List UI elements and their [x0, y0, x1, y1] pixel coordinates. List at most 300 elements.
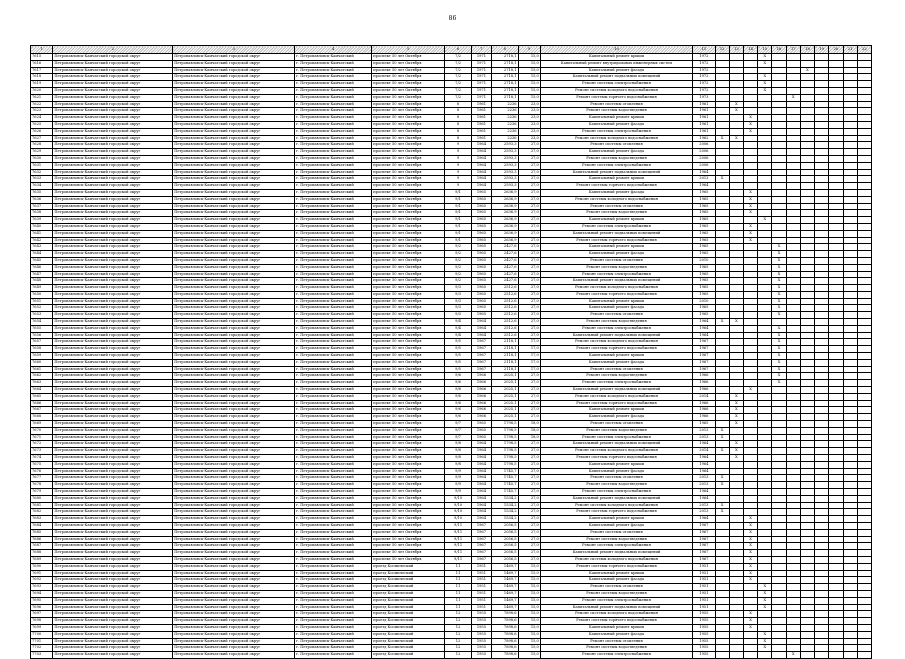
- empty-cell: [829, 516, 843, 523]
- empty-cell: [772, 230, 786, 237]
- district-cell: Петропавловск-Камчатский городской округ: [173, 203, 295, 210]
- street-cell: проспект 50 лет Октября: [372, 128, 445, 135]
- empty-cell: [829, 468, 843, 475]
- work-type-cell: Капитальный ремонт крыши: [540, 407, 692, 414]
- district-cell: Петропавловск-Камчатский городской округ: [173, 611, 295, 618]
- empty-cell: [772, 414, 786, 421]
- district-cell: Петропавловск-Камчатский городской округ: [173, 434, 295, 441]
- work-type-cell: Капитальный ремонт крыши: [540, 516, 692, 523]
- work-type-cell: Капитальный ремонт фасада: [540, 468, 692, 475]
- table-body: [31, 54, 872, 659]
- house-cell: 9/3: [445, 305, 471, 312]
- table-row: [31, 128, 872, 135]
- empty-cell: [743, 162, 757, 169]
- mark-cell: X: [772, 353, 786, 360]
- year-cell: 1965: [471, 278, 491, 285]
- empty-cell: [786, 251, 800, 258]
- area-cell: 2636,9: [492, 223, 518, 230]
- floors-cell: 23,0: [518, 115, 540, 122]
- floors-cell: 15,0: [518, 81, 540, 88]
- year-cell: 1951: [471, 590, 491, 597]
- empty-cell: [829, 502, 843, 509]
- district-cell: Петропавловск-Камчатский городской округ: [53, 217, 173, 224]
- empty-cell: [772, 455, 786, 462]
- district-cell: Петропавловск-Камчатский городской округ: [173, 298, 295, 305]
- year-cell: 1955: [471, 611, 491, 618]
- empty-cell: [729, 461, 743, 468]
- empty-cell: [843, 631, 857, 638]
- district-cell: Петропавловск-Камчатский городской округ: [53, 543, 173, 550]
- house-cell: 9/4: [445, 319, 471, 326]
- city-cell: г. Петропавловск-Камчатский: [295, 407, 372, 414]
- district-cell: Петропавловск-Камчатский городской округ: [173, 251, 295, 258]
- empty-cell: [800, 550, 814, 557]
- empty-cell: [786, 522, 800, 529]
- empty-cell: [786, 121, 800, 128]
- empty-cell: [729, 516, 743, 523]
- work-type-cell: Ремонт системы горячего водоснабжения: [540, 346, 692, 353]
- house-cell: 9/2: [445, 278, 471, 285]
- house-cell: 9/5: [445, 353, 471, 360]
- mark-cell: X: [743, 196, 757, 203]
- street-cell: проспект 50 лет Октября: [372, 482, 445, 489]
- empty-cell: [843, 312, 857, 319]
- mark-cell: X: [800, 67, 814, 74]
- row-number-cell: 7675: [31, 461, 53, 468]
- table-row: [31, 468, 872, 475]
- area-cell: 2593,3: [492, 142, 518, 149]
- mark-cell: X: [772, 305, 786, 312]
- house-cell: 9/10: [445, 502, 471, 509]
- work-type-cell: Ремонт системы холодного водоснабжения: [540, 196, 692, 203]
- empty-cell: [743, 285, 757, 292]
- empty-cell: [715, 121, 729, 128]
- empty-cell: [800, 81, 814, 88]
- empty-cell: [800, 244, 814, 251]
- empty-cell: [843, 563, 857, 570]
- period-cell: 1951: [693, 604, 715, 611]
- row-number-cell: 7646: [31, 264, 53, 271]
- empty-cell: [843, 149, 857, 156]
- empty-cell: [772, 536, 786, 543]
- floors-cell: 27,0: [518, 482, 540, 489]
- floors-cell: 17,0: [518, 346, 540, 353]
- floors-cell: 17,0: [518, 353, 540, 360]
- work-type-cell: Капитальный ремонт подвальных помещений: [540, 441, 692, 448]
- table-row: [31, 475, 872, 482]
- work-type-cell: Ремонт системы водоотведения: [540, 210, 692, 217]
- period-cell: 1972: [693, 54, 715, 61]
- mark-cell: X: [772, 244, 786, 251]
- floors-cell: 27,0: [518, 142, 540, 149]
- city-cell: г. Петропавловск-Камчатский: [295, 291, 372, 298]
- empty-cell: [715, 455, 729, 462]
- empty-cell: [729, 217, 743, 224]
- work-type-cell: Капитальный ремонт крыши: [540, 244, 692, 251]
- period-cell: 1964: [693, 516, 715, 523]
- year-cell: 1967: [471, 536, 491, 543]
- empty-cell: [815, 631, 829, 638]
- work-type-cell: Капитальный ремонт подвальных помещений: [540, 604, 692, 611]
- district-cell: Петропавловск-Камчатский городской округ: [173, 196, 295, 203]
- table-row: [31, 285, 872, 292]
- street-cell: проспект 50 лет Октября: [372, 380, 445, 387]
- period-cell: 1951: [693, 563, 715, 570]
- street-cell: проспект 50 лет Октября: [372, 169, 445, 176]
- district-cell: Петропавловск-Камчатский городской округ: [53, 176, 173, 183]
- empty-cell: [715, 346, 729, 353]
- floors-cell: 27,0: [518, 149, 540, 156]
- empty-cell: [829, 366, 843, 373]
- city-cell: г. Петропавловск-Камчатский: [295, 543, 372, 550]
- empty-cell: [729, 550, 743, 557]
- house-cell: 9/2: [445, 251, 471, 258]
- city-cell: г. Петропавловск-Камчатский: [295, 597, 372, 604]
- district-cell: Петропавловск-Камчатский городской округ: [173, 108, 295, 115]
- area-cell: 2718,1: [492, 81, 518, 88]
- empty-cell: [829, 434, 843, 441]
- empty-cell: [829, 162, 843, 169]
- empty-cell: [815, 400, 829, 407]
- street-cell: проспект 50 лет Октября: [372, 60, 445, 67]
- empty-cell: [857, 468, 871, 475]
- work-type-cell: Ремонт системы водоотведения: [540, 645, 692, 652]
- empty-cell: [829, 183, 843, 190]
- district-cell: Петропавловск-Камчатский городской округ: [173, 393, 295, 400]
- empty-cell: [772, 121, 786, 128]
- empty-cell: [715, 54, 729, 61]
- floors-cell: 27,0: [518, 325, 540, 332]
- work-type-cell: Капитальный ремонт подвальных помещений: [540, 387, 692, 394]
- floors-cell: 15,0: [518, 652, 540, 659]
- floors-cell: 27,0: [518, 285, 540, 292]
- empty-cell: [729, 366, 743, 373]
- empty-cell: [786, 631, 800, 638]
- district-cell: Петропавловск-Камчатский городской округ: [173, 448, 295, 455]
- empty-cell: [786, 448, 800, 455]
- table-row: [31, 421, 872, 428]
- table-row: [31, 291, 872, 298]
- empty-cell: [715, 155, 729, 162]
- floors-cell: 17,0: [518, 339, 540, 346]
- table-row: [31, 400, 872, 407]
- table-row: [31, 427, 872, 434]
- empty-cell: [786, 332, 800, 339]
- area-cell: 2512,6: [492, 332, 518, 339]
- empty-cell: [800, 522, 814, 529]
- empty-cell: [829, 441, 843, 448]
- empty-cell: [815, 441, 829, 448]
- table-row: [31, 155, 872, 162]
- empty-cell: [786, 550, 800, 557]
- mark-cell: X: [758, 584, 772, 591]
- empty-cell: [843, 611, 857, 618]
- district-cell: Петропавловск-Камчатский городской округ: [173, 332, 295, 339]
- street-cell: проспект 50 лет Октября: [372, 54, 445, 61]
- house-cell: 9/9: [445, 482, 471, 489]
- column-header: 13: [729, 46, 743, 54]
- empty-cell: [786, 618, 800, 625]
- empty-cell: [743, 271, 757, 278]
- house-cell: 9/1: [445, 203, 471, 210]
- empty-cell: [772, 563, 786, 570]
- empty-cell: [729, 332, 743, 339]
- period-cell: 1965: [693, 264, 715, 271]
- row-number-cell: 7629: [31, 149, 53, 156]
- empty-cell: [729, 230, 743, 237]
- row-number-cell: 7632: [31, 169, 53, 176]
- row-number-cell: 7619: [31, 81, 53, 88]
- empty-cell: [786, 563, 800, 570]
- table-row: [31, 366, 872, 373]
- empty-cell: [758, 421, 772, 428]
- empty-cell: [843, 427, 857, 434]
- floors-cell: 15,0: [518, 584, 540, 591]
- empty-cell: [843, 183, 857, 190]
- empty-cell: [800, 87, 814, 94]
- district-cell: Петропавловск-Камчатский городской округ: [53, 149, 173, 156]
- empty-cell: [815, 509, 829, 516]
- period-cell: 2013: [693, 509, 715, 516]
- empty-cell: [743, 176, 757, 183]
- empty-cell: [729, 604, 743, 611]
- period-cell: 1966: [693, 373, 715, 380]
- empty-cell: [786, 74, 800, 81]
- period-cell: 1967: [693, 556, 715, 563]
- row-number-cell: 7642: [31, 237, 53, 244]
- table-row: [31, 339, 872, 346]
- empty-cell: [800, 176, 814, 183]
- empty-cell: [715, 529, 729, 536]
- empty-cell: [715, 305, 729, 312]
- floors-cell: 18,0: [518, 421, 540, 428]
- empty-cell: [758, 529, 772, 536]
- empty-cell: [843, 54, 857, 61]
- empty-cell: [857, 67, 871, 74]
- work-type-cell: Капитальный ремонт подвальных помещений: [540, 332, 692, 339]
- mark-cell: X: [729, 101, 743, 108]
- empty-cell: [729, 203, 743, 210]
- row-number-cell: 7685: [31, 529, 53, 536]
- empty-cell: [772, 597, 786, 604]
- street-cell: проезд Космический: [372, 618, 445, 625]
- empty-cell: [829, 244, 843, 251]
- floors-cell: 27,0: [518, 176, 540, 183]
- empty-cell: [729, 353, 743, 360]
- floors-cell: 18,0: [518, 434, 540, 441]
- table-row: [31, 577, 872, 584]
- empty-cell: [800, 652, 814, 659]
- work-type-cell: Ремонт системы водоотведения: [540, 482, 692, 489]
- empty-cell: [758, 244, 772, 251]
- mark-cell: X: [715, 482, 729, 489]
- area-cell: 1469,7: [492, 590, 518, 597]
- floors-cell: 15,0: [518, 67, 540, 74]
- row-number-cell: 7682: [31, 509, 53, 516]
- empty-cell: [815, 522, 829, 529]
- period-cell: 2013: [693, 176, 715, 183]
- street-cell: проспект 50 лет Октября: [372, 223, 445, 230]
- area-cell: 2593,3: [492, 155, 518, 162]
- year-cell: 1951: [471, 563, 491, 570]
- empty-cell: [829, 115, 843, 122]
- table-row: [31, 176, 872, 183]
- street-cell: проспект 50 лет Октября: [372, 298, 445, 305]
- empty-cell: [729, 128, 743, 135]
- empty-cell: [772, 203, 786, 210]
- table-row: [31, 495, 872, 502]
- empty-cell: [743, 74, 757, 81]
- city-cell: г. Петропавловск-Камчатский: [295, 455, 372, 462]
- mark-cell: X: [743, 516, 757, 523]
- city-cell: г. Петропавловск-Камчатский: [295, 366, 372, 373]
- mark-cell: X: [772, 339, 786, 346]
- empty-cell: [743, 135, 757, 142]
- area-cell: 2636,9: [492, 203, 518, 210]
- empty-cell: [772, 108, 786, 115]
- empty-cell: [743, 339, 757, 346]
- street-cell: проспект 50 лет Октября: [372, 230, 445, 237]
- empty-cell: [829, 624, 843, 631]
- city-cell: г. Петропавловск-Камчатский: [295, 81, 372, 88]
- area-cell: 7898,6: [492, 624, 518, 631]
- district-cell: Петропавловск-Камчатский городской округ: [173, 155, 295, 162]
- period-cell: 1972: [693, 87, 715, 94]
- year-cell: 1964: [471, 502, 491, 509]
- empty-cell: [800, 230, 814, 237]
- district-cell: Петропавловск-Камчатский городской округ: [173, 142, 295, 149]
- area-cell: 2427,6: [492, 251, 518, 258]
- floors-cell: 27,0: [518, 203, 540, 210]
- empty-cell: [758, 536, 772, 543]
- empty-cell: [758, 543, 772, 550]
- empty-cell: [743, 502, 757, 509]
- period-cell: 1966: [693, 387, 715, 394]
- district-cell: Петропавловск-Камчатский городской округ: [53, 448, 173, 455]
- area-cell: 2636,9: [492, 217, 518, 224]
- row-number-cell: 7650: [31, 291, 53, 298]
- house-cell: 9/7: [445, 427, 471, 434]
- house-cell: 9/1: [445, 223, 471, 230]
- area-cell: 1469,7: [492, 584, 518, 591]
- mark-cell: X: [715, 176, 729, 183]
- empty-cell: [843, 475, 857, 482]
- empty-cell: [800, 393, 814, 400]
- district-cell: Петропавловск-Камчатский городской округ: [173, 237, 295, 244]
- empty-cell: [758, 359, 772, 366]
- house-cell: 11: [445, 604, 471, 611]
- street-cell: проспект 50 лет Октября: [372, 495, 445, 502]
- empty-cell: [829, 543, 843, 550]
- empty-cell: [743, 468, 757, 475]
- empty-cell: [843, 121, 857, 128]
- area-cell: 2512,6: [492, 325, 518, 332]
- district-cell: Петропавловск-Камчатский городской округ: [173, 441, 295, 448]
- table-row: [31, 305, 872, 312]
- empty-cell: [729, 271, 743, 278]
- city-cell: г. Петропавловск-Камчатский: [295, 577, 372, 584]
- empty-cell: [843, 529, 857, 536]
- year-cell: 1964: [471, 155, 491, 162]
- row-number-cell: 7628: [31, 142, 53, 149]
- table-row: [31, 611, 872, 618]
- district-cell: Петропавловск-Камчатский городской округ: [53, 421, 173, 428]
- table-row: [31, 509, 872, 516]
- street-cell: проспект 50 лет Октября: [372, 217, 445, 224]
- house-cell: 9/6: [445, 393, 471, 400]
- area-cell: 2056,5: [492, 522, 518, 529]
- empty-cell: [829, 155, 843, 162]
- empty-cell: [786, 366, 800, 373]
- table-row: [31, 162, 872, 169]
- empty-cell: [786, 536, 800, 543]
- empty-cell: [815, 427, 829, 434]
- empty-cell: [715, 577, 729, 584]
- district-cell: Петропавловск-Камчатский городской округ: [173, 590, 295, 597]
- area-cell: 1469,7: [492, 570, 518, 577]
- empty-cell: [715, 359, 729, 366]
- floors-cell: 27,0: [518, 278, 540, 285]
- empty-cell: [815, 346, 829, 353]
- year-cell: 1967: [471, 550, 491, 557]
- street-cell: проспект 50 лет Октября: [372, 67, 445, 74]
- table-row: [31, 455, 872, 462]
- empty-cell: [743, 244, 757, 251]
- street-cell: проспект 50 лет Октября: [372, 373, 445, 380]
- period-cell: 1964: [693, 332, 715, 339]
- district-cell: Петропавловск-Камчатский городской округ: [173, 223, 295, 230]
- area-cell: 1798,5: [492, 434, 518, 441]
- table-row: [31, 67, 872, 74]
- area-cell: 2236: [492, 108, 518, 115]
- district-cell: Петропавловск-Камчатский городской округ: [173, 543, 295, 550]
- area-cell: 2118,1: [492, 353, 518, 360]
- empty-cell: [843, 407, 857, 414]
- city-cell: г. Петропавловск-Камчатский: [295, 210, 372, 217]
- area-cell: 1469,7: [492, 597, 518, 604]
- empty-cell: [815, 434, 829, 441]
- empty-cell: [743, 421, 757, 428]
- empty-cell: [857, 94, 871, 101]
- street-cell: проспект 50 лет Октября: [372, 489, 445, 496]
- empty-cell: [729, 67, 743, 74]
- empty-cell: [843, 536, 857, 543]
- empty-cell: [758, 509, 772, 516]
- mark-cell: X: [715, 502, 729, 509]
- floors-cell: 27,0: [518, 230, 540, 237]
- area-cell: 2427,6: [492, 244, 518, 251]
- empty-cell: [715, 461, 729, 468]
- empty-cell: [772, 577, 786, 584]
- mark-cell: X: [729, 393, 743, 400]
- area-cell: 2593,3: [492, 162, 518, 169]
- empty-cell: [815, 155, 829, 162]
- area-cell: 2593,3: [492, 149, 518, 156]
- empty-cell: [815, 393, 829, 400]
- empty-cell: [857, 604, 871, 611]
- empty-cell: [800, 94, 814, 101]
- empty-cell: [758, 502, 772, 509]
- empty-cell: [829, 522, 843, 529]
- period-cell: 1965: [693, 189, 715, 196]
- floors-cell: 15,0: [518, 618, 540, 625]
- empty-cell: [843, 556, 857, 563]
- empty-cell: [715, 189, 729, 196]
- empty-cell: [743, 380, 757, 387]
- empty-cell: [815, 271, 829, 278]
- table-row: [31, 298, 872, 305]
- empty-cell: [829, 550, 843, 557]
